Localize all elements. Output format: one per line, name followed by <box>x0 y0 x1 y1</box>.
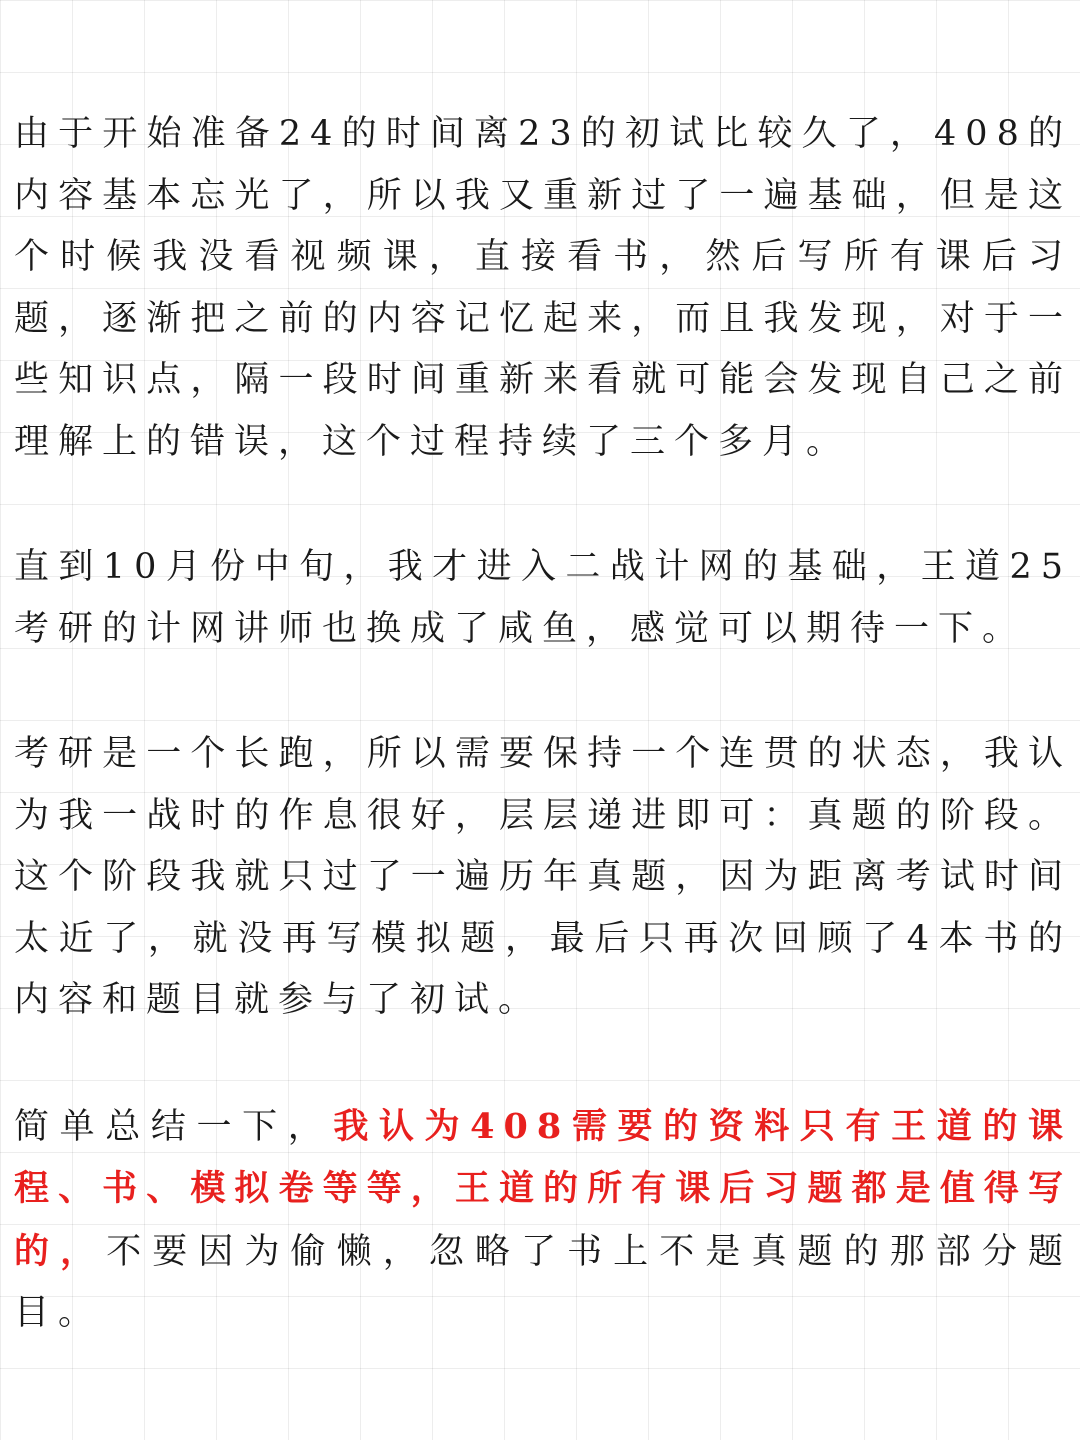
summary-highlight: 我认为408需要的资料只有王道的课程、书、模拟卷等等，王道的所有课后习题都是值得写的， <box>14 1105 1072 1272</box>
summary-intro: 简单总结一下， <box>14 1106 334 1147</box>
paragraph-network-start: 直到10月份中旬，我才进入二战计网的基础，王道25考研的计网讲师也换成了咸鱼，感觉可以期待一下。 <box>14 547 1072 649</box>
paragraph-schedule: 考研是一个长跑，所以需要保持一个连贯的状态，我认为我一战时的作息很好，层层递进即可：真题的阶段。这个阶段我就只过了一遍历年真题，因为距离考试时间太近了，就没再写模拟题，最后只再次回顾了4本书的内容和题目就参与了初试。 <box>14 734 1072 1020</box>
paragraph-review-basics: 由于开始准备24的时间离23的初试比较久了，408的内容基本忘光了，所以我又重新过了一遍基础，但是这个时候我没看视频课，直接看书，然后写所有课后习题，逐渐把之前的内容记忆起来，而且我发现，对于一些知识点，隔一段时间重新来看就可能会发现自己之前理解上的错误，这个过程持续了三个多月。 <box>14 114 1072 462</box>
paragraph-summary <box>14 1096 1072 1345</box>
summary-rest: 不要因为偷懒，忽略了书上不是真题的那部分题目。 <box>14 1231 1072 1333</box>
note-page <box>14 104 1072 1345</box>
